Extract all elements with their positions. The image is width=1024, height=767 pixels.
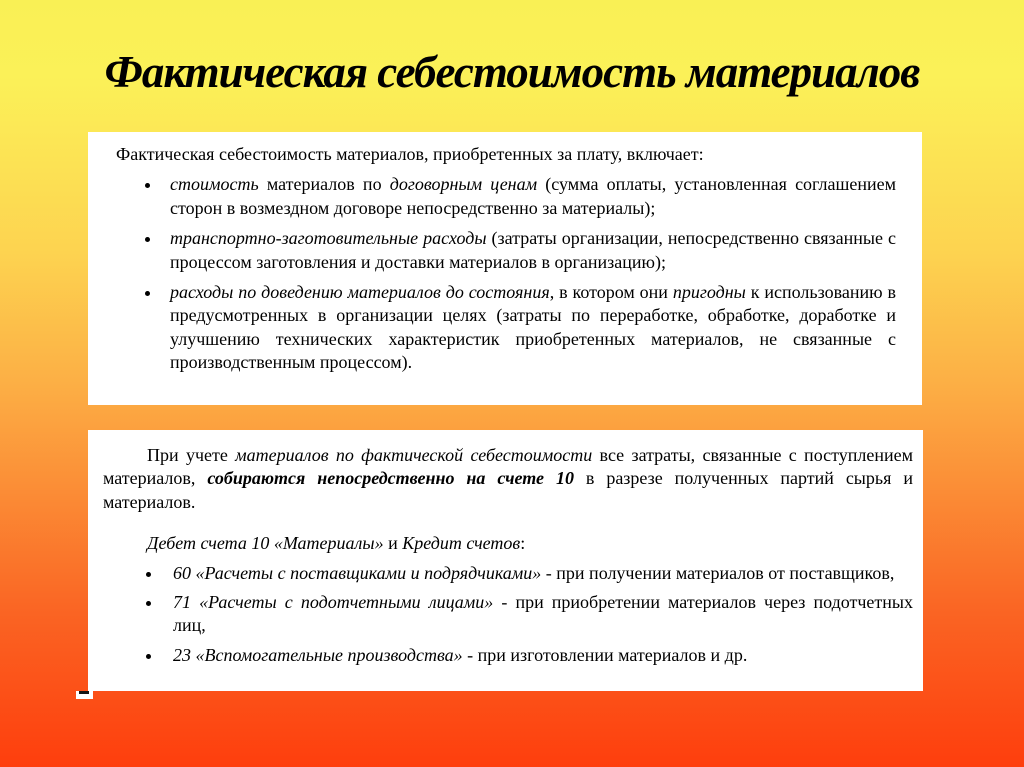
- list-item: [162, 227, 896, 274]
- text-segment: - при приобретении материалов через подотчетных лиц,: [173, 591, 914, 636]
- list-item: [163, 591, 913, 638]
- accounting-paragraph: [103, 444, 913, 514]
- debit-credit-heading: [147, 532, 913, 555]
- text-segment: в разрезе полученных партий сырья и материалов.: [103, 468, 913, 512]
- text-segment: 71 «Расчеты с подотчетными лицами»: [173, 591, 494, 612]
- list-item: [162, 173, 896, 220]
- text-segment: все затраты, связанные с поступлением материалов,: [103, 445, 914, 489]
- text-segment: При учете: [147, 445, 236, 465]
- text-segment: 23 «Вспомогательные производства»: [173, 644, 463, 665]
- text-segment: материалов по фактической себестоимости: [235, 445, 593, 465]
- text-segment: :: [520, 533, 526, 554]
- clipped-text-fragment: [76, 691, 93, 699]
- cost-components-list: [116, 173, 896, 374]
- text-segment: (затраты организации, непосредственно связанные с процессом заготовления и доставки материалов в организацию);: [170, 228, 896, 272]
- text-segment: (сумма оплаты, установленная соглашением сторон в возмездном договоре непосредственно за материалы);: [170, 174, 896, 218]
- credit-accounts-list: [103, 562, 913, 668]
- text-segment: и: [383, 533, 403, 554]
- text-segment: пригодны: [672, 281, 746, 302]
- list-item: [163, 562, 913, 585]
- text-segment: , в котором они: [549, 281, 673, 302]
- text-segment: Дебет счета 10 «Материалы»: [147, 533, 384, 554]
- text-segment: к использованию в предусмотренных в организации целях (затраты по переработке, обработке, доработке и улучшению технических характеристик приобретенных материалов, не связанные с производственным процессом).: [170, 281, 896, 373]
- text-segment: 60 «Расчеты с поставщиками и подрядчиками»: [173, 562, 542, 583]
- actual-cost-definition-box: [88, 132, 922, 405]
- accounting-entries-box: [88, 430, 923, 691]
- text-segment: Кредит счетов: [402, 533, 521, 554]
- list-item: [163, 644, 913, 667]
- clipped-letter-top: [79, 691, 89, 694]
- text-segment: договорным ценам: [389, 174, 538, 195]
- text-segment: стоимость: [170, 174, 259, 195]
- text-segment: расходы по доведению материалов до состояния: [170, 281, 550, 302]
- slide-title: Фактическая себестоимость материалов: [104, 47, 920, 97]
- definition-intro-text: Фактическая себестоимость материалов, приобретенных за плату, включает:: [116, 144, 704, 164]
- list-item: [162, 281, 896, 375]
- text-segment: собираются непосредственно на счете 10: [207, 468, 574, 489]
- text-segment: - при изготовлении материалов и др.: [462, 644, 748, 665]
- text-segment: транспортно-заготовительные расходы: [170, 228, 487, 249]
- text-segment: материалов по: [258, 174, 390, 195]
- text-segment: - при получении материалов от поставщиков,: [541, 562, 895, 583]
